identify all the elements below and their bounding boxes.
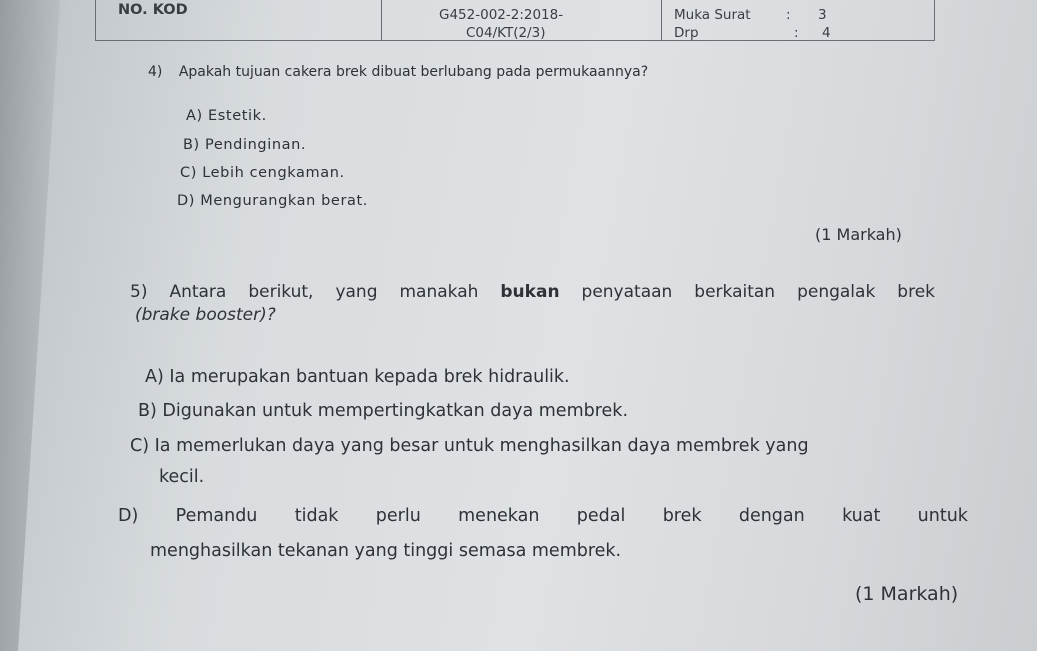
q5-word: Antara [169,282,227,302]
option-text: Lebih cengkaman. [202,165,345,181]
muka-surat-label: Muka Surat [674,7,751,23]
q5-word: pengalak [797,282,876,302]
kod-line1: G452-002-2:2018- [439,7,564,23]
option-word: dengan [738,506,805,526]
no-kod-label: NO. KOD [118,2,188,18]
option-letter: C) [130,436,150,456]
drp-value: 4 [822,25,831,41]
q5-word: yang [335,282,378,302]
option-letter: B) [138,401,157,421]
option-text: Digunakan untuk mempertingkatkan daya membrek. [162,401,629,421]
q4-option-a [186,108,267,124]
page-edge-shadow [0,0,60,651]
question5-line2: (brake booster)? [135,305,276,325]
q5-word: berikut, [248,282,314,302]
question4-number: 4) [148,64,163,80]
q5-option-c [130,436,809,456]
q5-option-c-continuation: kecil. [159,467,205,487]
option-word: untuk [917,506,968,526]
option-letter: A) [145,367,164,387]
option-word: menekan [458,506,540,526]
option-letter: A) [186,108,203,124]
muka-surat-value: 3 [818,7,827,23]
option-letter: C) [180,165,197,181]
option-letter: D) [118,506,139,526]
header-divider [661,0,662,40]
q4-marks: (1 Markah) [815,225,902,244]
q4-option-b [183,137,306,153]
q5-option-a [145,367,570,387]
option-letter: D) [177,193,196,209]
option-text: Pendinginan. [205,137,307,153]
q5-option-d [118,506,968,526]
q4-option-c [180,165,345,181]
option-word: perlu [375,506,421,526]
question4-text: Apakah tujuan cakera brek dibuat berlubang pada permukaannya? [178,64,649,80]
q5-word: brek [897,282,935,302]
option-word: Pemandu [175,506,258,526]
option-word: pedal [576,506,626,526]
option-text: Estetik. [208,108,267,124]
q5-word: manakah [399,282,479,302]
question5-number: 5) [130,282,148,302]
question4 [148,64,648,80]
q4-option-d [177,193,368,209]
q5-option-b [138,401,628,421]
header-divider [381,0,382,40]
q5-option-d-continuation: menghasilkan tekanan yang tinggi semasa membrek. [150,541,622,561]
option-text: Ia memerlukan daya yang besar untuk menghasilkan daya membrek yang [154,436,809,456]
drp-label: Drp [674,25,699,41]
option-word: kuat [842,506,881,526]
question5-line1 [130,282,935,302]
q5-marks: (1 Markah) [855,583,959,605]
option-text: Ia merupakan bantuan kepada brek hidraulik. [169,367,570,387]
option-word: tidak [294,506,339,526]
option-letter: B) [183,137,200,153]
q5-word: penyataan [581,282,673,302]
q5-word: berkaitan [694,282,776,302]
option-text: Mengurangkan berat. [200,193,368,209]
header-table: NO. KOD G452-002-2:2018- C04/KT(2/3) Muka Surat : 3 Drp : 4 [95,0,935,41]
option-word: brek [662,506,702,526]
kod-line2: C04/KT(2/3) [466,25,546,41]
q5-word-emphasis: bukan [500,282,560,302]
